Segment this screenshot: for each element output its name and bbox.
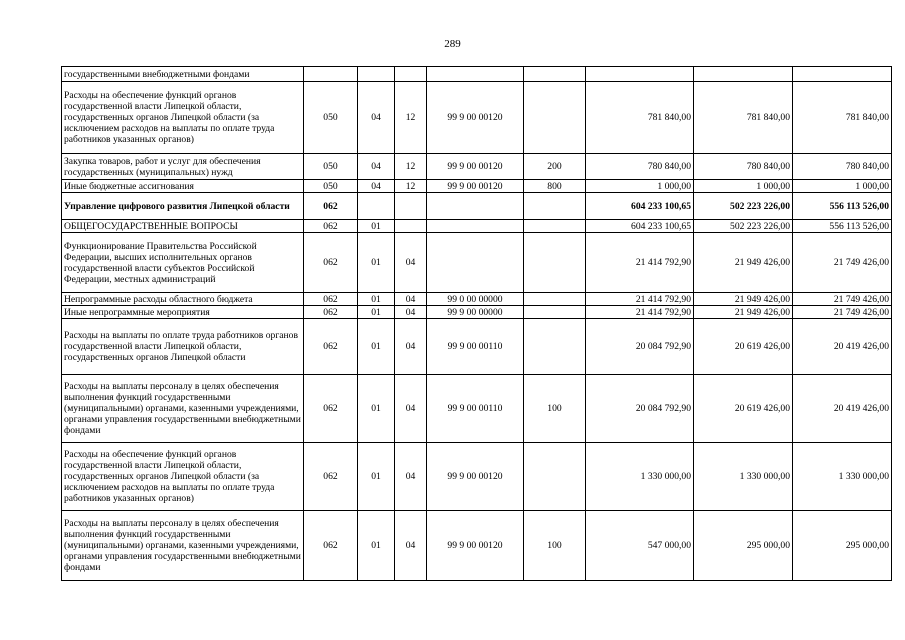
row-csr	[427, 193, 524, 220]
row-sum-2023	[694, 67, 793, 82]
row-pr: 04	[395, 511, 427, 581]
table-row	[62, 511, 892, 581]
row-name: Непрограммные расходы областного бюджета	[62, 293, 304, 306]
row-csr	[427, 233, 524, 293]
row-sum-2023: 21 949 426,00	[694, 293, 793, 306]
row-rz: 04	[358, 180, 395, 193]
table-row	[62, 306, 892, 319]
row-name: Расходы на выплаты по оплате труда работников органов государственной власти Липецкой области, государственных органов Липецкой области	[62, 319, 304, 375]
row-sum-2023: 21 949 426,00	[694, 306, 793, 319]
row-ved: 062	[304, 306, 358, 319]
row-sum-2022: 604 233 100,65	[586, 193, 694, 220]
row-sum-2022: 21 414 792,90	[586, 293, 694, 306]
row-ved: 050	[304, 180, 358, 193]
row-sum-2023: 780 840,00	[694, 154, 793, 180]
row-sum-2022: 781 840,00	[586, 82, 694, 154]
row-vr	[524, 233, 586, 293]
row-ved: 050	[304, 154, 358, 180]
row-vr	[524, 293, 586, 306]
table-row	[62, 220, 892, 233]
row-vr: 100	[524, 511, 586, 581]
row-rz: 01	[358, 293, 395, 306]
row-rz: 01	[358, 220, 395, 233]
row-sum-2023: 1 330 000,00	[694, 443, 793, 511]
row-csr: 99 9 00 00120	[427, 154, 524, 180]
row-rz: 01	[358, 511, 395, 581]
row-rz: 01	[358, 443, 395, 511]
row-vr	[524, 319, 586, 375]
row-sum-2024: 556 113 526,00	[793, 193, 892, 220]
row-name: Расходы на обеспечение функций органов государственной власти Липецкой области, государственных органов Липецкой области (за исключением расходов на выплаты по оплате труда работников указанных органов)	[62, 443, 304, 511]
row-csr: 99 9 00 00120	[427, 511, 524, 581]
row-name: Иные бюджетные ассигнования	[62, 180, 304, 193]
table-row	[62, 233, 892, 293]
row-rz: 01	[358, 375, 395, 443]
row-sum-2022: 604 233 100,65	[586, 220, 694, 233]
row-pr: 04	[395, 306, 427, 319]
row-sum-2022: 20 084 792,90	[586, 319, 694, 375]
row-csr: 99 9 00 00120	[427, 82, 524, 154]
row-sum-2023: 502 223 226,00	[694, 193, 793, 220]
row-ved	[304, 67, 358, 82]
row-sum-2023: 21 949 426,00	[694, 233, 793, 293]
row-pr: 04	[395, 293, 427, 306]
row-ved: 062	[304, 220, 358, 233]
row-sum-2024: 780 840,00	[793, 154, 892, 180]
row-vr	[524, 220, 586, 233]
page-number: 289	[444, 38, 461, 50]
row-vr: 800	[524, 180, 586, 193]
row-pr: 04	[395, 443, 427, 511]
row-sum-2023: 295 000,00	[694, 511, 793, 581]
row-sum-2024: 1 330 000,00	[793, 443, 892, 511]
row-vr: 100	[524, 375, 586, 443]
row-csr	[427, 67, 524, 82]
row-ved: 062	[304, 443, 358, 511]
row-name: государственными внебюджетными фондами	[62, 67, 304, 82]
row-rz: 04	[358, 82, 395, 154]
row-pr: 04	[395, 319, 427, 375]
row-sum-2022: 547 000,00	[586, 511, 694, 581]
row-ved: 062	[304, 293, 358, 306]
table-row	[62, 67, 892, 82]
row-rz: 01	[358, 306, 395, 319]
row-pr: 12	[395, 180, 427, 193]
row-vr	[524, 306, 586, 319]
row-sum-2023: 781 840,00	[694, 82, 793, 154]
row-ved: 062	[304, 193, 358, 220]
row-sum-2024: 781 840,00	[793, 82, 892, 154]
table-row	[62, 82, 892, 154]
row-sum-2023: 502 223 226,00	[694, 220, 793, 233]
row-sum-2022: 780 840,00	[586, 154, 694, 180]
row-ved: 062	[304, 511, 358, 581]
row-vr	[524, 193, 586, 220]
row-csr	[427, 220, 524, 233]
row-sum-2024	[793, 67, 892, 82]
row-rz: 01	[358, 233, 395, 293]
table-row	[62, 443, 892, 511]
row-sum-2022: 1 330 000,00	[586, 443, 694, 511]
table-row	[62, 180, 892, 193]
row-rz: 04	[358, 154, 395, 180]
row-sum-2024: 20 419 426,00	[793, 375, 892, 443]
row-name: ОБЩЕГОСУДАРСТВЕННЫЕ ВОПРОСЫ	[62, 220, 304, 233]
row-sum-2024: 556 113 526,00	[793, 220, 892, 233]
row-sum-2022: 21 414 792,90	[586, 306, 694, 319]
row-vr	[524, 443, 586, 511]
row-sum-2024: 21 749 426,00	[793, 293, 892, 306]
row-pr	[395, 220, 427, 233]
table-row	[62, 375, 892, 443]
row-rz	[358, 67, 395, 82]
table-row	[62, 293, 892, 306]
row-pr	[395, 67, 427, 82]
row-name: Управление цифрового развития Липецкой области	[62, 193, 304, 220]
row-pr: 12	[395, 82, 427, 154]
row-pr: 04	[395, 375, 427, 443]
row-rz: 01	[358, 319, 395, 375]
row-sum-2023: 1 000,00	[694, 180, 793, 193]
row-vr	[524, 82, 586, 154]
row-ved: 062	[304, 375, 358, 443]
row-vr	[524, 67, 586, 82]
row-csr: 99 9 00 00000	[427, 306, 524, 319]
row-name: Расходы на выплаты персоналу в целях обеспечения выполнения функций государственными (муниципальными) органами, казенными учреждениями, органами управления государственными внебюджетными фондами	[62, 511, 304, 581]
row-pr: 04	[395, 233, 427, 293]
row-name: Расходы на обеспечение функций органов государственной власти Липецкой области, государственных органов Липецкой области (за исключением расходов на выплаты по оплате труда работников указанных органов)	[62, 82, 304, 154]
row-csr: 99 9 00 00110	[427, 375, 524, 443]
row-sum-2024: 20 419 426,00	[793, 319, 892, 375]
row-name: Расходы на выплаты персоналу в целях обеспечения выполнения функций государственными (муниципальными) органами, казенными учреждениями, органами управления государственными внебюджетными фондами	[62, 375, 304, 443]
row-sum-2024: 295 000,00	[793, 511, 892, 581]
row-ved: 050	[304, 82, 358, 154]
row-ved: 062	[304, 233, 358, 293]
row-sum-2023: 20 619 426,00	[694, 375, 793, 443]
row-rz	[358, 193, 395, 220]
row-csr: 99 9 00 00120	[427, 443, 524, 511]
row-sum-2024: 21 749 426,00	[793, 306, 892, 319]
row-sum-2024: 1 000,00	[793, 180, 892, 193]
row-pr: 12	[395, 154, 427, 180]
row-pr	[395, 193, 427, 220]
table-row	[62, 154, 892, 180]
row-name: Функционирование Правительства Российской Федерации, высших исполнительных органов государственной власти субъектов Российской Федерации, местных администраций	[62, 233, 304, 293]
row-sum-2024: 21 749 426,00	[793, 233, 892, 293]
row-sum-2022: 21 414 792,90	[586, 233, 694, 293]
row-sum-2022	[586, 67, 694, 82]
row-sum-2022: 20 084 792,90	[586, 375, 694, 443]
table-row	[62, 319, 892, 375]
row-name: Закупка товаров, работ и услуг для обеспечения государственных (муниципальных) нужд	[62, 154, 304, 180]
row-sum-2023: 20 619 426,00	[694, 319, 793, 375]
row-csr: 99 9 00 00110	[427, 319, 524, 375]
budget-table	[61, 66, 892, 581]
row-name: Иные непрограммные мероприятия	[62, 306, 304, 319]
row-ved: 062	[304, 319, 358, 375]
row-sum-2022: 1 000,00	[586, 180, 694, 193]
row-vr: 200	[524, 154, 586, 180]
row-csr: 99 0 00 00000	[427, 293, 524, 306]
row-csr: 99 9 00 00120	[427, 180, 524, 193]
table-row	[62, 193, 892, 220]
